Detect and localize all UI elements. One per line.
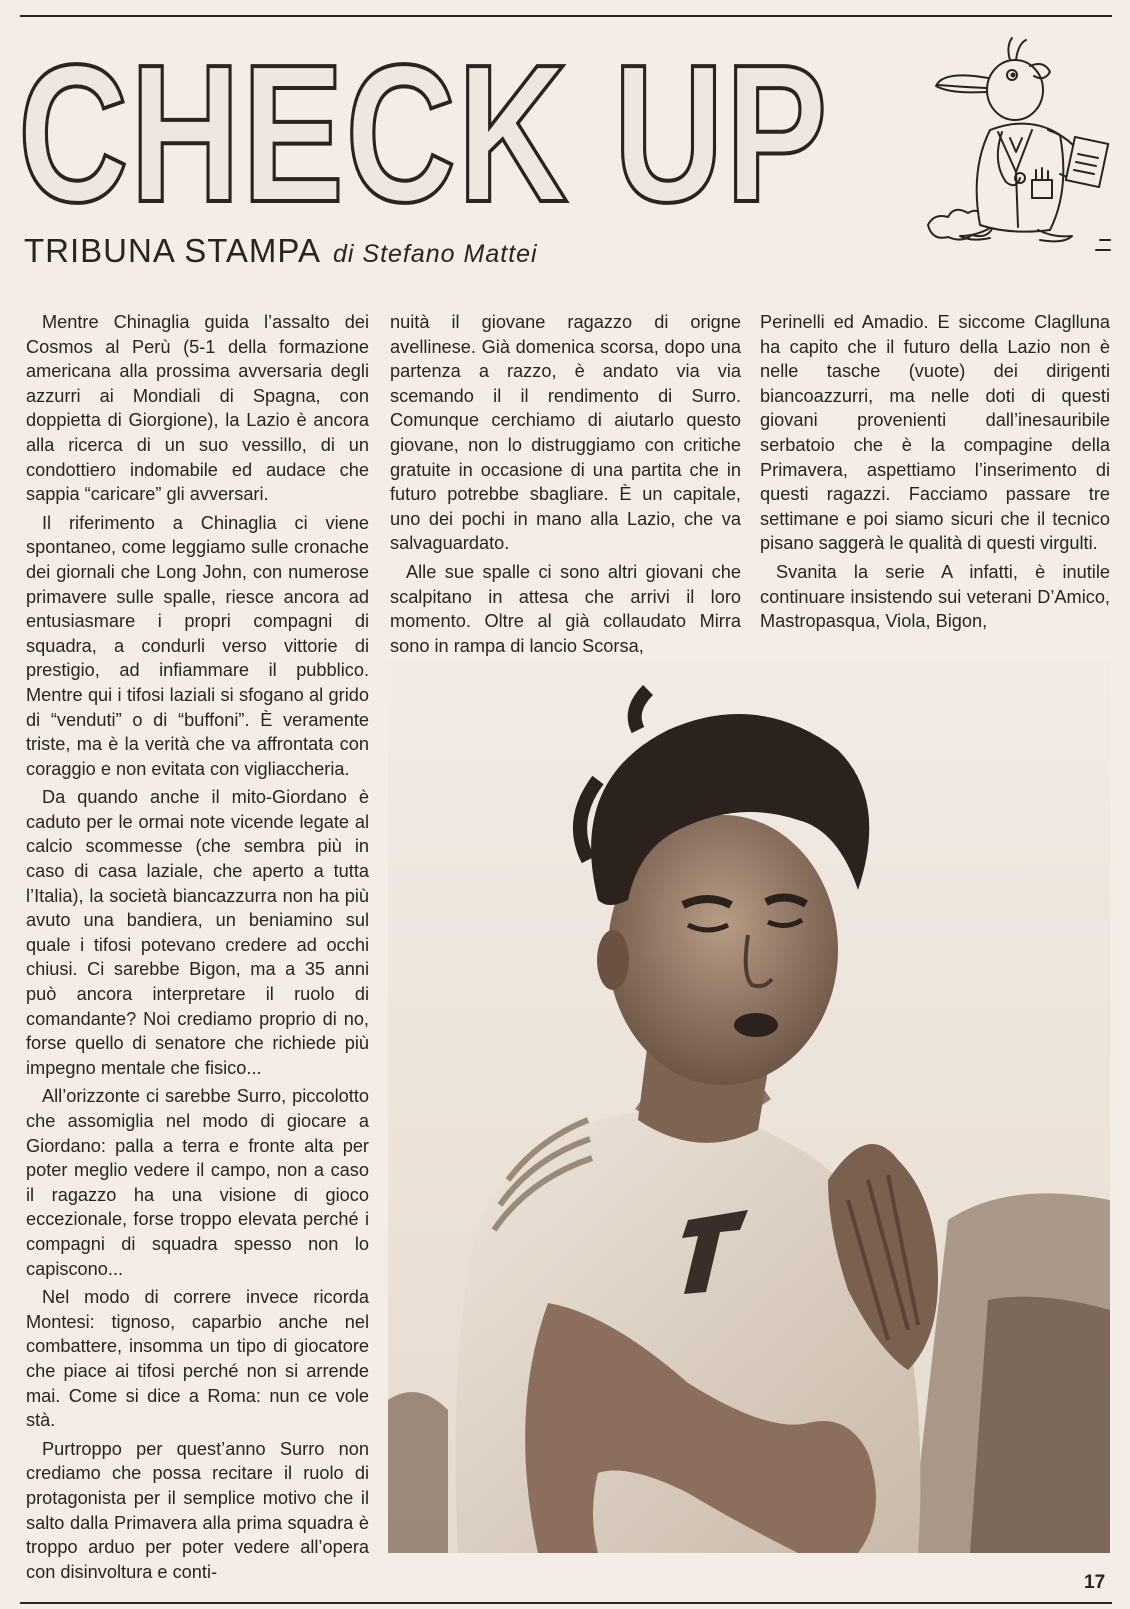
text-column-2 xyxy=(390,310,741,658)
page-title: CHECK UP xyxy=(18,24,829,243)
paragraph: Da quando anche il mito-Giordano è caduto per le ormai note vicende legate al calcio scommesse (che sembra più in caso di casa laziale, che aperto a tutta l’Italia), la società biancazzurra non ha più avuto una bandiera, un beniamino sul quale i tifosi potevano credere ad occhi chiusi. Ci sarebbe Bigon, ma a 35 anni può ancora interpretare il ruolo di comandante? Noi crediamo proprio di no, forse quello di senatore che richiede più impegno mentale che fisico... xyxy=(26,787,369,1078)
text-column-3 xyxy=(760,310,1110,634)
byline: di Stefano Mattei xyxy=(332,240,538,268)
section-heading xyxy=(24,232,538,270)
cartoon-bird-doctor-icon xyxy=(920,20,1120,270)
paragraph: Nel modo di correre invece ricorda Montesi: tignoso, caparbio anche nel combattere, insomma un tipo di giocatore che piace ai tifosi perché non si arrende mai. Come si dice a Roma: nun ce vole stà. xyxy=(26,1287,369,1431)
paragraph: Perinelli ed Amadio. E siccome Claglluna ha capito che il futuro della Lazio non è nelle tasche (vuote) dei dirigenti biancoazzurri, ma nelle doti di questi giovani provenienti dall’inesauribile serbatoio che è la compagine della Primavera, aspettiamo l’inserimento di questi ragazzi. Facciamo passare tre settimane e poi siamo sicuri che il tecnico pisano saggerà le qualità di questi virgulti. xyxy=(760,312,1110,554)
page-number: 17 xyxy=(1084,1572,1106,1593)
paragraph: Svanita la serie A infatti, è inutile continuare insistendo sui veterani D’Amico, Mastropasqua, Viola, Bigon, xyxy=(760,561,1110,632)
paragraph: nuità il giovane ragazzo di origne avellinese. Già domenica scorsa, dopo una partenza a razzo, è andato via via scemando il il rendimento di Surro. Comunque cerchiamo di aiutarlo questo giovane, non lo distruggiamo con critiche gratuite in occasione di una partita che in futuro potrebbe sbagliare. È un capitale, uno dei pochi in mano alla Lazio, che va salvaguardato. xyxy=(390,312,741,554)
top-rule xyxy=(20,15,1112,17)
paragraph: Il riferimento a Chinaglia ci viene spontaneo, come leggiamo sulle cronache dei giornali che Long John, con numerose primavere sulle spalle, riesce ancora ad entusiasmare i propri compagni di squadra, a condurli verso vittorie di prestigio, ad infiammare il pubblico. Mentre qui i tifosi laziali si sfogano al grido di “venduti” o di “buffoni”. È veramente triste, ma è la verità che va affrontata con coraggio e non evitata con vigliaccheria. xyxy=(26,512,369,779)
paragraph: Mentre Chinaglia guida l’assalto dei Cosmos al Perù (5-1 della formazione americana alla prossima avversaria degli azzurri ai Mondiali di Spagna, con doppietta di Giorgione), la Lazio è ancora alla ricerca di un suo vessillo, di un condottiero indomabile ed audace che sappia “caricare” gli avversari. xyxy=(26,312,369,505)
paragraph: Alle sue spalle ci sono altri giovani che scalpitano in attesa che arrivi il loro momento. Oltre al già collaudato Mirra sono in rampa di lancio Scorsa, xyxy=(390,561,741,656)
paragraph: All’orizzonte ci sarebbe Surro, piccolotto che assomiglia nel modo di giocare a Giordano: palla a terra e fronte alta per poter meglio vedere il campo, non a caso il ragazzo ha una visione di gioco eccezionale, forse troppo elevata perché i compagni di squadra spesso non lo capiscono... xyxy=(26,1086,369,1279)
section-label: TRIBUNA STAMPA xyxy=(24,232,321,269)
paragraph: Purtroppo per quest’anno Surro non crediamo che possa recitare il ruolo di protagonista per il semplice motivo che il salto dalla Primavera alla prima squadra è troppo arduo per poter vedere all’opera con disinvoltura e conti- xyxy=(26,1438,369,1582)
text-column-1 xyxy=(26,310,369,1584)
footballer-photo xyxy=(388,660,1110,1553)
bottom-rule xyxy=(20,1602,1112,1604)
